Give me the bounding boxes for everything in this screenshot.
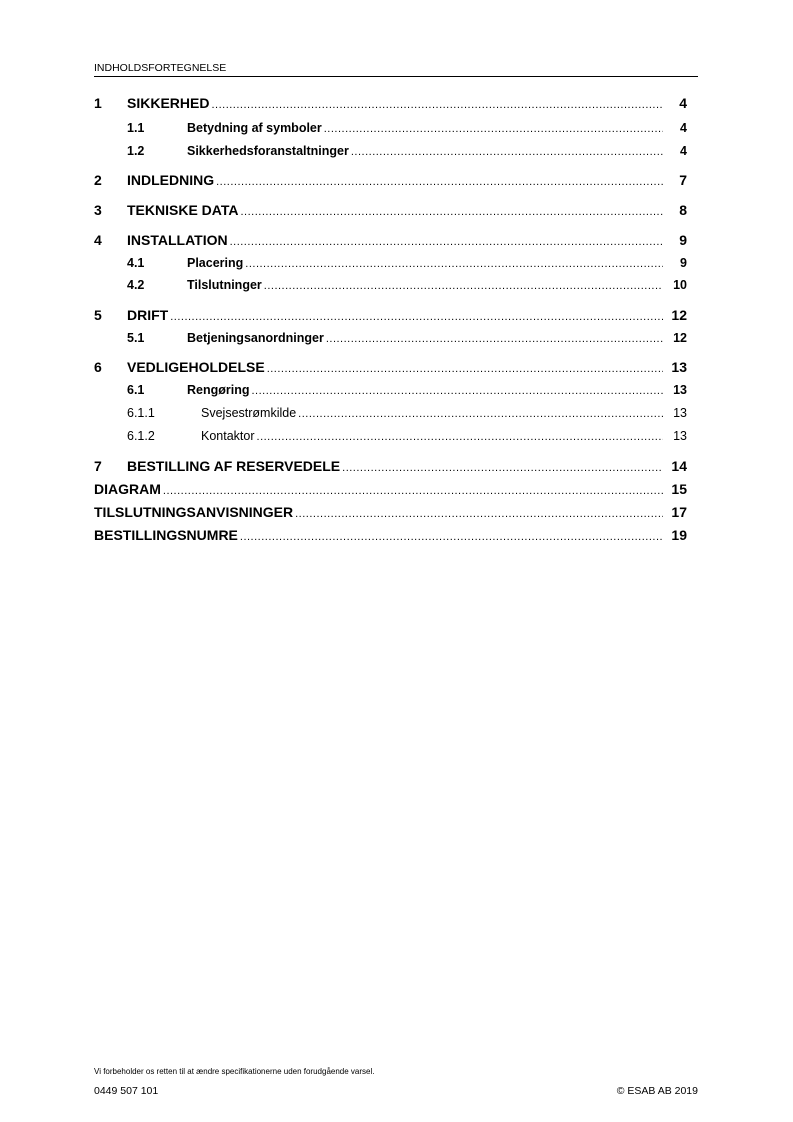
toc-number: 5.1: [127, 331, 145, 345]
toc-number: 6.1.2: [127, 429, 155, 443]
toc-number: 1.2: [127, 144, 145, 158]
toc-leader: [267, 363, 663, 375]
toc-title: TILSLUTNINGSANVISNINGER: [94, 504, 294, 520]
toc-number: 4: [94, 232, 102, 248]
toc-leader: [163, 485, 663, 497]
toc-title: VEDLIGEHOLDELSE: [127, 359, 265, 375]
toc-title: BESTILLING AF RESERVEDELE: [127, 458, 341, 474]
toc-number: 1.1: [127, 121, 145, 135]
toc-entry[interactable]: [94, 256, 687, 270]
toc-number: 4.1: [127, 256, 145, 270]
toc-title: SIKKERHED: [127, 95, 210, 111]
toc-title: Sikkerhedsforanstaltninger: [187, 144, 349, 158]
toc-title: Rengøring: [187, 383, 250, 397]
toc-title: Betydning af symboler: [187, 121, 322, 135]
toc-page: 14: [671, 458, 687, 474]
toc-page: 4: [679, 95, 687, 111]
toc-title: Betjeningsanordninger: [187, 331, 324, 345]
toc-title: BESTILLINGSNUMRE: [94, 527, 238, 543]
toc-entry[interactable]: [94, 383, 687, 397]
toc-title: Svejsestrømkilde: [201, 406, 297, 420]
toc-number: 1: [94, 95, 102, 111]
toc-entry[interactable]: [94, 429, 687, 443]
toc-entry[interactable]: [94, 481, 687, 497]
toc-page: 7: [679, 172, 687, 188]
toc-leader: [298, 408, 663, 420]
toc-title: Tilslutninger: [187, 278, 262, 292]
toc-leader: [245, 258, 663, 270]
toc-entry[interactable]: [94, 406, 687, 420]
toc-page: 13: [671, 359, 687, 375]
toc-number: 2: [94, 172, 102, 188]
toc-entry[interactable]: [94, 331, 687, 345]
toc-leader: [252, 385, 664, 397]
toc-entry[interactable]: [94, 458, 687, 474]
toc-page: 17: [671, 504, 687, 520]
toc-page: 9: [680, 256, 687, 270]
toc-title: INDLEDNING: [127, 172, 215, 188]
toc-leader: [264, 280, 663, 292]
toc-entry[interactable]: [94, 144, 687, 158]
toc-entry[interactable]: [94, 202, 687, 218]
toc-leader: [170, 311, 663, 323]
toc-number: 6.1.1: [127, 406, 155, 420]
toc-leader: [230, 236, 663, 248]
toc-title: DIAGRAM: [94, 481, 161, 497]
toc-leader: [240, 206, 663, 218]
toc-title: DRIFT: [127, 307, 169, 323]
toc-leader: [211, 99, 663, 111]
toc-entry[interactable]: [94, 95, 687, 111]
toc-number: 7: [94, 458, 102, 474]
toc-title: Placering: [187, 256, 244, 270]
toc-leader: [342, 462, 663, 474]
footer-disclaimer: Vi forbeholder os retten til at ændre specifikationerne uden forudgående varsel.: [94, 1067, 375, 1076]
toc-page: 13: [673, 383, 687, 397]
toc-entry[interactable]: [94, 172, 687, 188]
toc-title: INSTALLATION: [127, 232, 228, 248]
page-header: INDHOLDSFORTEGNELSE: [94, 62, 698, 77]
toc-page: 4: [680, 144, 687, 158]
toc-page: 19: [671, 527, 687, 543]
toc-page: 12: [671, 307, 687, 323]
document-number: 0449 507 101: [94, 1085, 159, 1097]
toc-number: 5: [94, 307, 102, 323]
toc-number: 4.2: [127, 278, 145, 292]
toc-entry[interactable]: [94, 527, 687, 543]
toc-page: 4: [680, 121, 687, 135]
toc-leader: [351, 146, 663, 158]
toc-leader: [324, 123, 663, 135]
toc-page: 12: [673, 331, 687, 345]
toc-page: 13: [673, 429, 687, 443]
toc-entry[interactable]: [94, 359, 687, 375]
toc-number: 6: [94, 359, 102, 375]
toc-number: 3: [94, 202, 102, 218]
toc-leader: [216, 176, 663, 188]
toc-title: TEKNISKE DATA: [127, 202, 239, 218]
toc-entry[interactable]: [94, 278, 687, 292]
copyright-notice: © ESAB AB 2019: [616, 1085, 698, 1097]
toc-entry[interactable]: [94, 232, 687, 248]
toc-page: 15: [671, 481, 687, 497]
toc-title: Kontaktor: [201, 429, 255, 443]
toc-entry[interactable]: [94, 504, 687, 520]
toc-page: 13: [673, 406, 687, 420]
toc-leader: [295, 508, 663, 520]
toc-leader: [257, 431, 663, 443]
toc-page: 8: [679, 202, 687, 218]
toc-leader: [240, 531, 663, 543]
toc-number: 6.1: [127, 383, 145, 397]
toc-entry[interactable]: [94, 121, 687, 135]
toc-page: 10: [673, 278, 687, 292]
toc-page: 9: [679, 232, 687, 248]
toc-entry[interactable]: [94, 307, 687, 323]
toc-leader: [326, 333, 663, 345]
